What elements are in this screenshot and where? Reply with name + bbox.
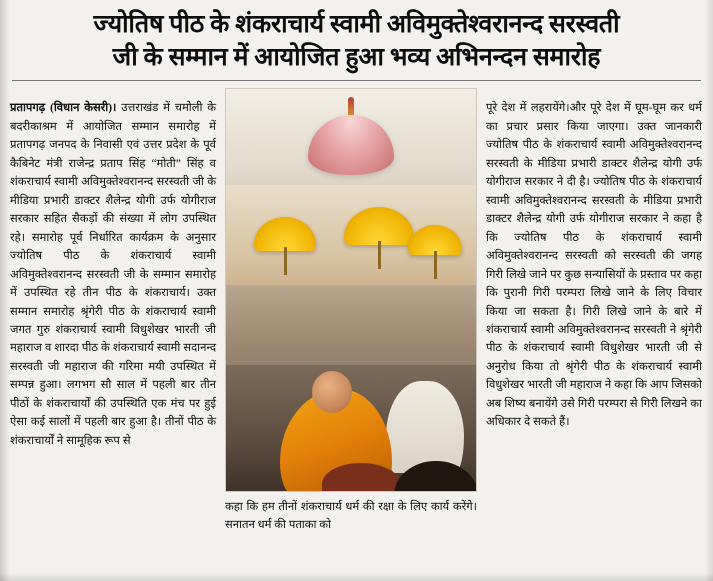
page-title: [10, 6, 703, 74]
photo-umbrella-stem-center: [378, 241, 381, 269]
page-bottom-shadow: [0, 573, 713, 581]
photo-figure-head: [312, 371, 352, 413]
headline-line-2: जी के सम्मान में आयोजित हुआ भव्य अभिनन्दन समारोह: [112, 44, 601, 71]
left-column-body: उत्तराखंड में चमोली के बदरीकाश्रम में आयोजित सम्मान समारोह में प्रतापगढ़ जनपद के निवासी एवं उत्तर प्रदेश के पूर्व कैबिनेट मंत्री राजेन्द्र प्रताप सिंह “मोती” सिंह व शंकराचार्य स्वामी अविमुक्तेश्वरानन्द सरस्वती जी के मीडिया प्रभारी डाक्टर शैलेन्द्र योगी उर्फ योगीराज सरकार सहित सैकड़ों की संख्या में लोग उपस्थित रहे। समारोह पूर्व निर्धारित कार्यक्रम के अनुसार ज्योतिष पीठ के शंकराचार्य स्वामी अविमुक्तेश्वरानन्द सरस्वती जी के सम्मान समारोह में उपस्थित रहे तीन पीठ के शंकराचार्य। उक्त सम्मान समारोह श्रृंगेरी पीठ के शंकराचार्य स्वामी जगत गुरु शंकराचार्य स्वामी विधुशेखर भारती जी महाराज व शारदा पीठ के शंकराचार्य स्वामी सदानन्द सरस्वती जी महाराज की गरिमा मयी उपस्थित में सम्पन्न हुआ। लगभग सौ साल में पहली बार तीन पीठों के शंकराचार्यों की उपस्थिति एक मंच पर हुई ऐसा कई सालों में पहली बार हुआ है। तीनों पीठ के शंकराचार्यों ने सामूहिक रूप से: [10, 102, 216, 447]
photo-white-robed-figure: [386, 381, 464, 473]
page-right-shadow: [705, 0, 713, 581]
dateline: प्रतापगढ़ (विधान केसरी)।: [10, 102, 117, 115]
left-column-text: [10, 99, 216, 450]
left-column: [10, 88, 216, 462]
center-column: [225, 88, 477, 546]
headline-line-1: ज्योतिष पीठ के शंकराचार्य स्वामी अविमुक्तेश्वरानन्द सरस्वती: [93, 11, 620, 38]
event-photograph: [225, 88, 477, 492]
right-column: [486, 88, 702, 443]
right-column-text: पूरे देश में लहरायेंगे।और पूरे देश में घूम-घूम कर धर्म का प्रचार प्रसार किया जाएगा। उक्त जानकारी ज्योतिष पीठ के शंकराचार्य स्वामी अविमुक्तेश्वरानन्द सरस्वती के मीडिया प्रभारी डाक्टर शैलेन्द्र योगी उर्फ योगीराज सरकार ने दी है। ज्योतिष पीठ के शंकराचार्य स्वामी अविमुक्तेश्वरानन्द सरस्वती के मीडिया प्रभारी डाक्टर शैलेन्द्र योगी उर्फ योगीराज सरकार ने कहा है कि ज्योतिष पीठ के शंकराचार्य स्वामी अविमुक्तेश्वरानन्द सरस्वती को सरस्वती की जगह गिरी लिखे जाने पर कुछ सन्यासियों के प्रस्ताव पर कहा कि पुरानी गिरी परम्परा लिखे जाने के लिए विचार किया जा सकता है। गिरी लिखे जाने के बारे में शंकराचार्य स्वामी अविमुक्तेश्वरानन्द सरस्वती ने श्रृंगेरी पीठ के शंकराचार्य स्वामी विधुशेखर भारती जी से अनुरोध किया तो श्रृंगेरी पीठ के शंकराचार्य स्वामी विधुशेखर भारती जी महाराज ने कहा कि आप जिसको अब शिष्य बनायेंगे उसे गिरी परम्परा से गिरी लिखने का अधिकार दे सकते हैं।: [486, 102, 702, 429]
photo-umbrella-stem-left: [284, 247, 287, 275]
photo-caption: कहा कि हम तीनों शंकराचार्य धर्म की रक्षा के लिए कार्य करेंगे। सनातन धर्म की पताका को: [225, 501, 477, 532]
headline-divider: [12, 80, 701, 81]
article-columns: [10, 88, 703, 562]
page-left-shadow: [0, 0, 10, 581]
photo-umbrella-stem-right: [434, 251, 437, 279]
